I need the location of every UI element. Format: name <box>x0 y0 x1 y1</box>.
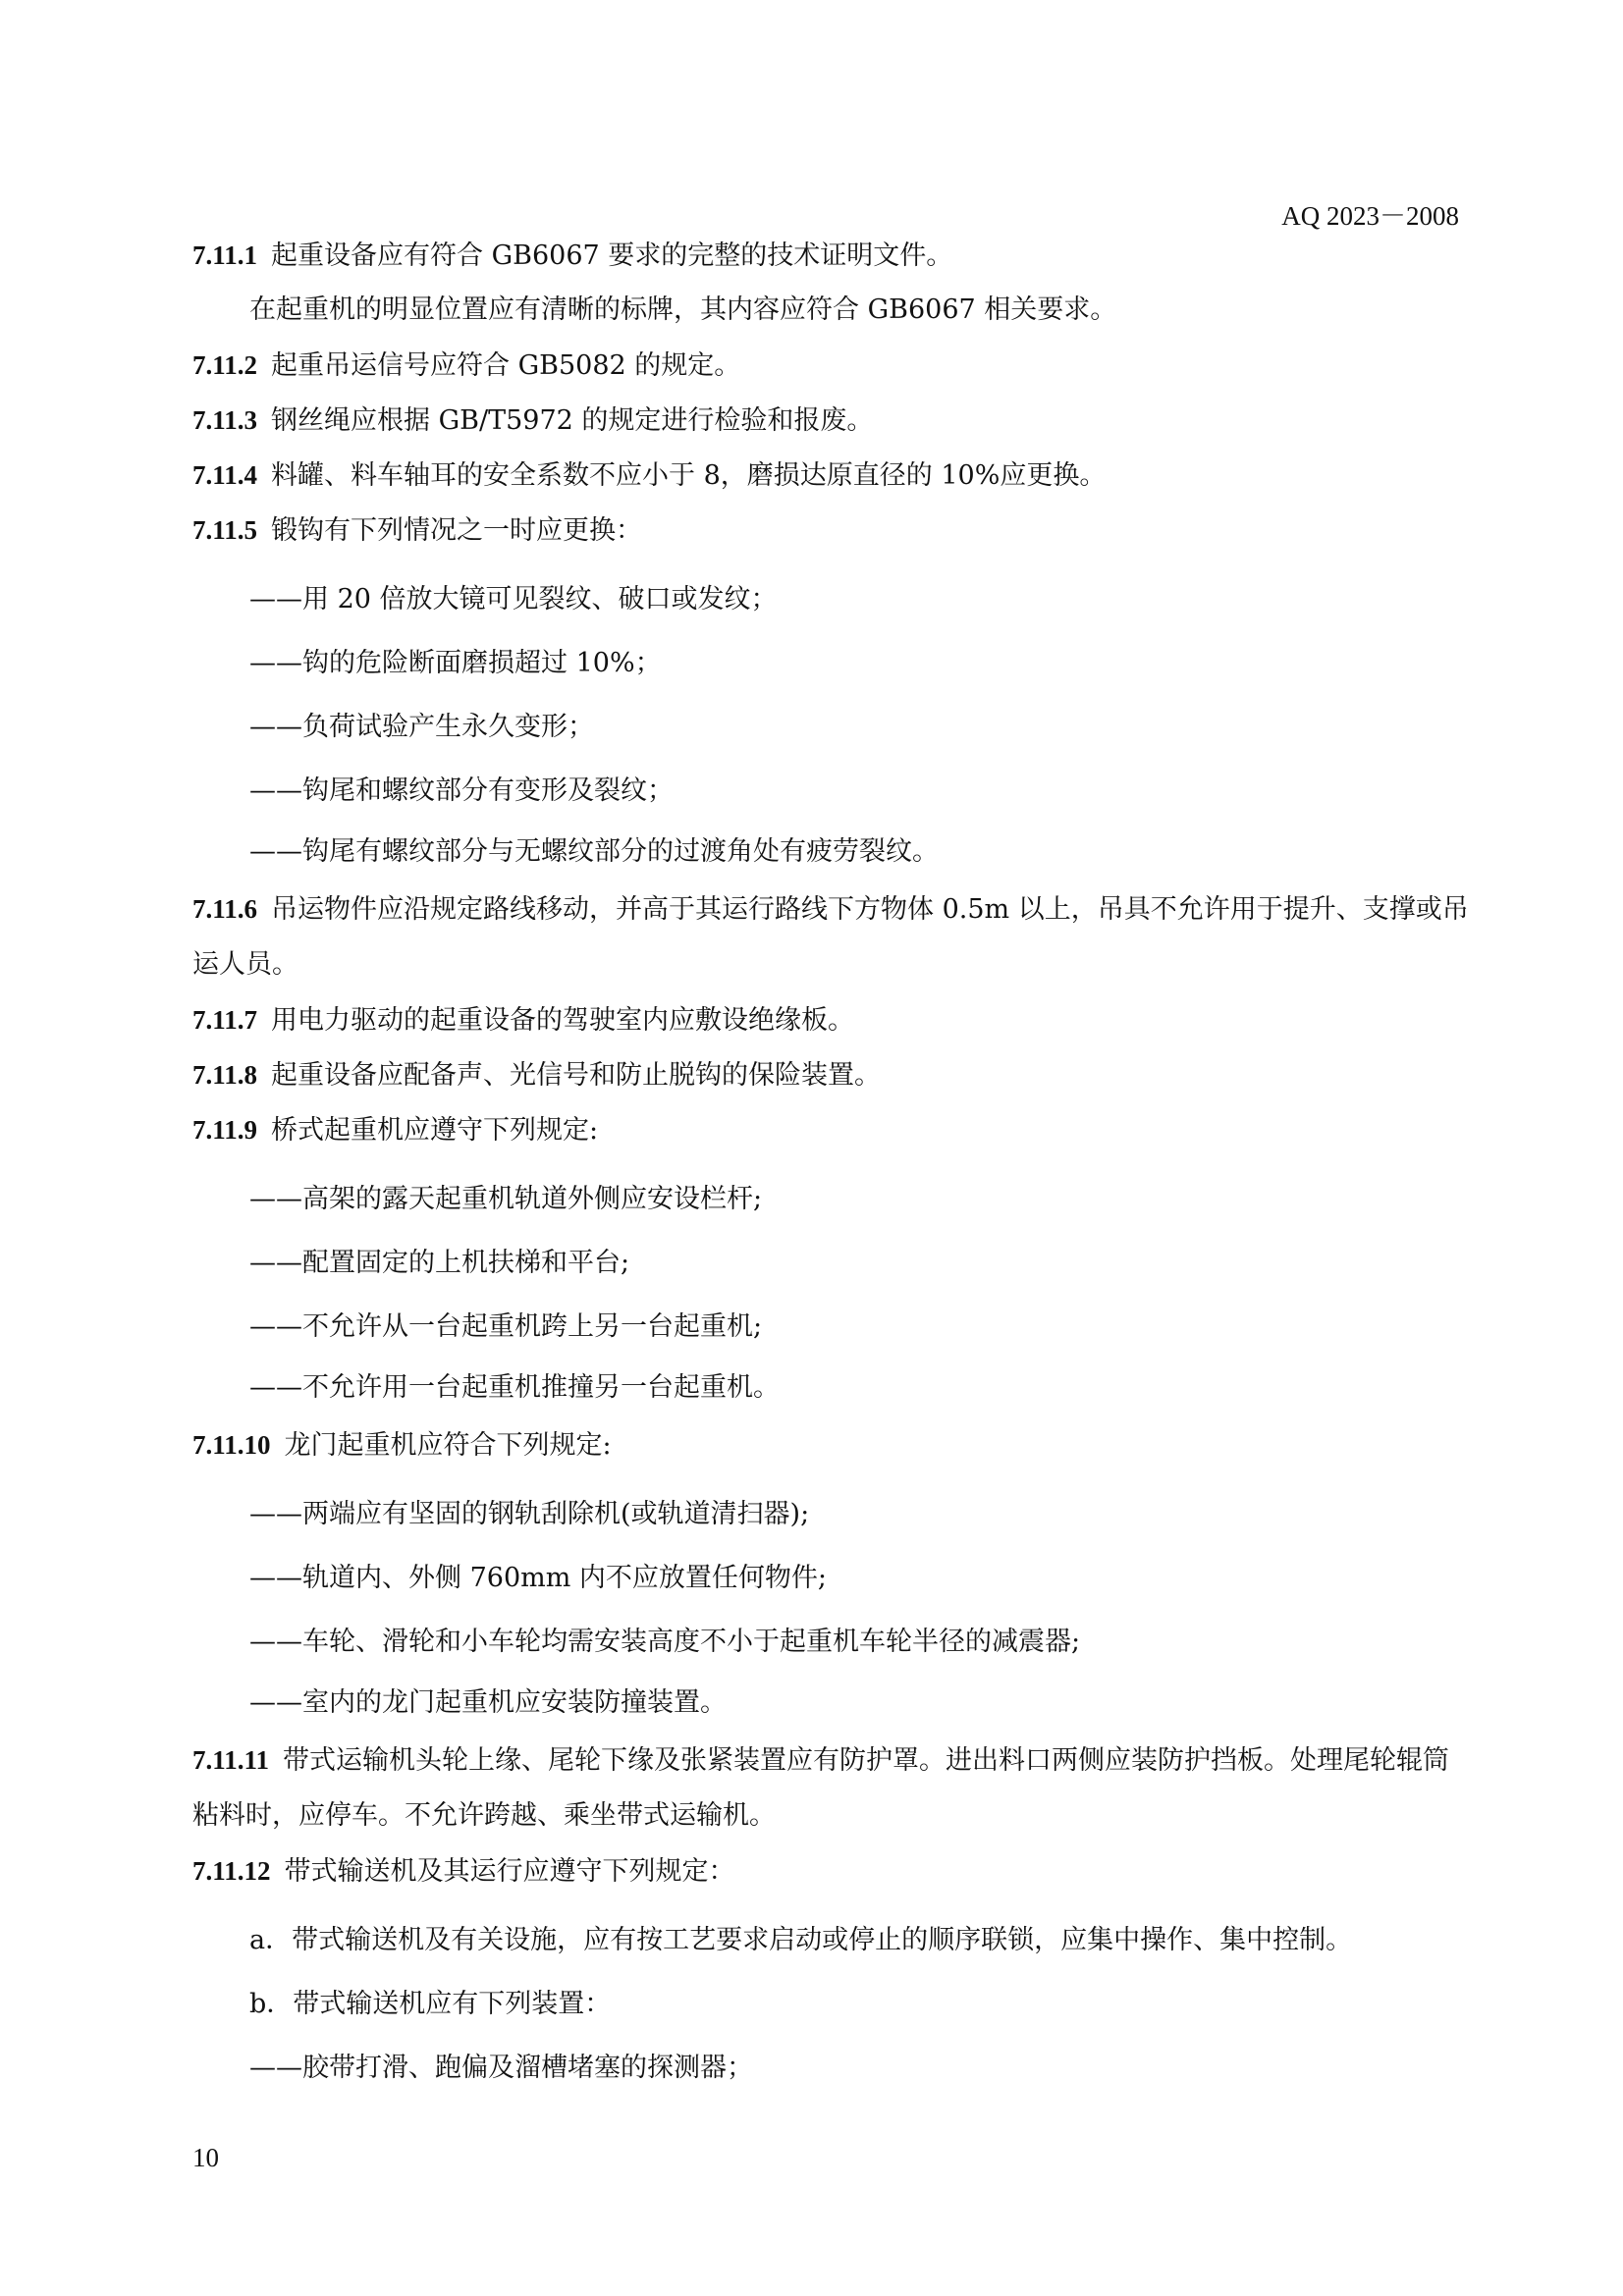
clause-text: 锻钩有下列情况之一时应更换： <box>271 515 643 546</box>
list-item: ——用 20 倍放大镜可见裂纹、破口或发纹； <box>249 584 778 614</box>
list-item: ——不允许从一台起重机跨上另一台起重机; <box>249 1311 763 1342</box>
clause-text: 桥式起重机应遵守下列规定: <box>271 1115 599 1146</box>
clause-number: 7.11.12 <box>192 1856 271 1886</box>
clause-number: 7.11.1 <box>192 240 258 270</box>
clause-7-11-4 <box>192 448 1469 503</box>
clause-text: 钢丝绳应根据 GB/T5972 的规定进行检验和报废。 <box>271 405 874 436</box>
list-item: ——负荷试验产生永久变形； <box>249 712 594 742</box>
standard-code: AQ 2023－2008 <box>1281 201 1459 231</box>
clause-7-11-12 <box>192 1843 1469 1898</box>
clause-number: 7.11.2 <box>192 350 258 380</box>
clause-7-11-6 <box>192 881 1469 992</box>
clause-text: 龙门起重机应符合下列规定: <box>284 1430 612 1461</box>
clause-7-11-10 <box>192 1417 1469 1472</box>
clause-number: 7.11.8 <box>192 1060 258 1090</box>
list-item: ——两端应有坚固的钢轨刮除机(或轨道清扫器); <box>249 1499 810 1529</box>
sub-item-a: a．带式输送机及有关设施，应有按工艺要求启动或停止的顺序联锁，应集中操作、集中控制。 <box>249 1925 1353 1955</box>
clause-7-11-8 <box>192 1047 1469 1102</box>
clause-number: 7.11.11 <box>192 1745 270 1775</box>
clause-text: 吊运物件应沿规定路线移动，并高于其运行路线下方物体 0.5m 以上，吊具不允许用于提升、支撑或吊运人员。 <box>192 894 1469 980</box>
clause-text: 起重设备应有符合 GB6067 要求的完整的技术证明文件。 <box>271 240 953 271</box>
clause-7-11-5 <box>192 503 1469 558</box>
clause-7-11-3 <box>192 393 1469 448</box>
list-item: ——车轮、滑轮和小车轮均需安装高度不小于起重机车轮半径的减震器; <box>249 1627 1081 1657</box>
document-body <box>192 228 1469 2100</box>
clause-number: 7.11.4 <box>192 460 258 490</box>
clause-number: 7.11.10 <box>192 1430 271 1460</box>
list-item: ——钩的危险断面磨损超过 10%； <box>249 648 662 678</box>
clause-text: 料罐、料车轴耳的安全系数不应小于 8，磨损达原直径的 10%应更换。 <box>271 460 1107 491</box>
clause-7-11-2 <box>192 338 1469 393</box>
clause-text: 起重设备应配备声、光信号和防止脱钩的保险装置。 <box>271 1060 882 1091</box>
clause-7-11-7 <box>192 992 1469 1047</box>
list-item: ——不允许用一台起重机推撞另一台起重机。 <box>249 1372 780 1403</box>
clause-number: 7.11.3 <box>192 405 258 435</box>
page-number: 10 <box>192 2143 219 2172</box>
clause-text: 起重吊运信号应符合 GB5082 的规定。 <box>271 350 741 381</box>
paragraph: 在起重机的明显位置应有清晰的标牌，其内容应符合 GB6067 相关要求。 <box>249 294 1117 325</box>
list-item: ——钩尾和螺纹部分有变形及裂纹； <box>249 775 674 806</box>
list-item: ——轨道内、外侧 760mm 内不应放置任何物件; <box>249 1563 828 1593</box>
list-item: ——钩尾有螺纹部分与无螺纹部分的过渡角处有疲劳裂纹。 <box>249 836 939 867</box>
list-item: ——高架的露天起重机轨道外侧应安设栏杆; <box>249 1184 763 1214</box>
clause-number: 7.11.9 <box>192 1115 258 1145</box>
clause-7-11-9 <box>192 1102 1469 1157</box>
clause-7-11-11 <box>192 1733 1469 1843</box>
clause-text: 带式输送机及其运行应遵守下列规定： <box>284 1856 735 1887</box>
clause-number: 7.11.7 <box>192 1005 258 1035</box>
list-item: ——配置固定的上机扶梯和平台; <box>249 1248 630 1278</box>
list-item: ——胶带打滑、跑偏及溜槽堵塞的探测器； <box>249 2053 753 2083</box>
sub-item-b: b．带式输送机应有下列装置： <box>249 1989 612 2019</box>
clause-text: 带式运输机头轮上缘、尾轮下缘及张紧装置应有防护罩。进出料口两侧应装防护挡板。处理尾轮辊筒粘料时，应停车。不允许跨越、乘坐带式运输机。 <box>192 1745 1450 1831</box>
list-item: ——室内的龙门起重机应安装防撞装置。 <box>249 1687 727 1718</box>
clause-7-11-1 <box>192 228 1469 283</box>
clause-number: 7.11.5 <box>192 515 258 545</box>
clause-text: 用电力驱动的起重设备的驾驶室内应敷设绝缘板。 <box>271 1005 855 1036</box>
clause-number: 7.11.6 <box>192 894 258 924</box>
